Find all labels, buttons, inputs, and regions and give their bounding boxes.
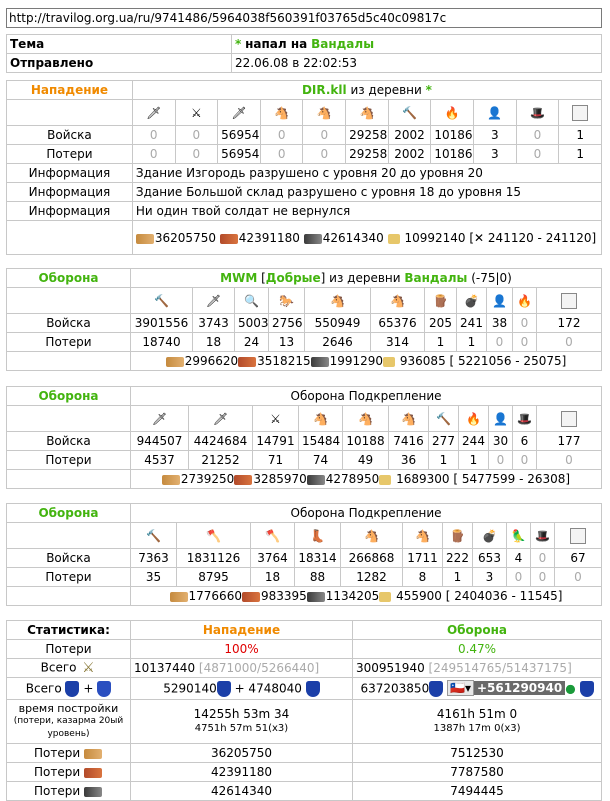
table-cell: 0.47%	[353, 640, 602, 659]
table-cell: Потери	[7, 333, 131, 352]
text	[84, 768, 102, 778]
table-cell: 266868	[341, 549, 403, 568]
table-cell	[131, 678, 353, 700]
table-cell	[131, 700, 353, 744]
table-cell	[7, 523, 131, 549]
text: 14255h 53m 34	[193, 707, 290, 721]
table-cell: Войска	[7, 549, 131, 568]
table-cell	[131, 587, 602, 606]
table-cell: 1	[457, 333, 487, 352]
ram-icon: 🔨	[388, 100, 431, 126]
text: +	[83, 681, 94, 695]
table-cell: 🐴	[389, 406, 429, 432]
info-text: Здание Изгородь разрушено с уровня 20 до уровня 20	[132, 164, 601, 183]
hero-icon	[561, 293, 577, 309]
text: (потери, казарма 20ый уровень)	[13, 716, 124, 739]
table-cell: 1	[443, 568, 473, 587]
table-cell: 21252	[189, 451, 253, 470]
table-cell: 0	[507, 568, 531, 587]
unit-icon: 🐴	[260, 100, 303, 126]
sent-value: 22.06.08 в 22:02:53	[232, 54, 602, 73]
table-cell: 18	[193, 333, 235, 352]
table-cell: Оборона	[7, 387, 131, 406]
table-cell: 14791	[253, 432, 299, 451]
table-cell: 7512530	[353, 744, 602, 763]
table-cell: 56954	[218, 145, 261, 164]
text: 10137440	[134, 661, 196, 675]
table-cell	[7, 406, 131, 432]
table-cell: 🔨	[131, 288, 193, 314]
table-cell: 🐴	[341, 523, 403, 549]
defender-table-2	[6, 386, 602, 489]
text: [4871000/5266440]	[198, 661, 320, 675]
text: +561290940	[474, 681, 565, 695]
table-cell: 38	[487, 314, 513, 333]
table-cell: 8795	[177, 568, 251, 587]
text: из деревни	[350, 83, 422, 97]
table-cell	[7, 782, 131, 801]
text: 4161h 51m 0	[436, 707, 518, 721]
table-cell: ⚔	[253, 406, 299, 432]
table-cell: 0	[513, 314, 537, 333]
settler-icon: 🎩	[516, 100, 559, 126]
table-cell: 13	[269, 333, 305, 352]
table-cell: Войска	[7, 432, 131, 451]
table-cell: 🐴	[371, 288, 425, 314]
table-cell: 🔨	[429, 406, 459, 432]
table-cell: 2002	[388, 145, 431, 164]
table-cell: 205	[425, 314, 457, 333]
address-bar[interactable]: http://travilog.org.ua/ru/9741486/5964038f560391f03765d5c40c09817c	[6, 8, 602, 28]
table-cell: 0	[132, 126, 175, 145]
table-cell: 3743	[193, 314, 235, 333]
table-cell: 100%	[131, 640, 353, 659]
table-cell: 🗡	[193, 288, 235, 314]
table-cell: 6	[513, 432, 537, 451]
text: [ 5477599 - 26308]	[453, 472, 571, 486]
wood-icon	[136, 234, 154, 244]
table-cell: 0	[260, 126, 303, 145]
table-cell	[537, 288, 602, 314]
table-cell	[7, 352, 131, 371]
text	[379, 475, 391, 485]
table-cell: 1	[425, 333, 457, 352]
table-cell: 2002	[388, 126, 431, 145]
table-cell: 550949	[305, 314, 371, 333]
statistics-table	[6, 620, 602, 801]
text: 42391180	[238, 231, 300, 245]
table-cell: 🎩	[531, 523, 555, 549]
table-cell: 🐴	[299, 406, 343, 432]
table-cell	[7, 678, 131, 700]
iron-icon	[304, 234, 322, 244]
table-cell: Оборона Подкрепление	[131, 387, 602, 406]
table-cell: 30	[489, 432, 513, 451]
table-cell	[7, 100, 133, 126]
table-cell: 3901556	[131, 314, 193, 333]
text	[383, 357, 395, 367]
catapult-icon: 🔥	[431, 100, 474, 126]
text	[242, 592, 260, 602]
attacker-table	[6, 80, 602, 255]
text: Потери	[34, 784, 81, 798]
info-label: Информация	[7, 183, 133, 202]
table-cell	[353, 659, 602, 678]
info-label: Информация	[7, 202, 133, 221]
table-cell: 0	[175, 145, 218, 164]
table-cell: 0	[132, 145, 175, 164]
table-cell: 0	[516, 126, 559, 145]
table-cell: 222	[443, 549, 473, 568]
table-cell: 0	[513, 333, 537, 352]
text: 2739250	[180, 472, 235, 486]
table-cell: 241	[457, 314, 487, 333]
table-cell: 7494445	[353, 782, 602, 801]
table-cell: 1	[459, 451, 489, 470]
table-cell	[7, 763, 131, 782]
table-cell: 🦜	[507, 523, 531, 549]
shield-icon	[97, 681, 111, 697]
text: 1134205	[325, 589, 380, 603]
table-cell: 15484	[299, 432, 343, 451]
text	[217, 681, 231, 697]
attacker-role: Нападение	[7, 81, 133, 100]
table-cell: 🐎	[269, 288, 305, 314]
text	[166, 357, 184, 367]
table-cell: 71	[253, 451, 299, 470]
hero-icon	[559, 100, 602, 126]
clay-icon	[220, 234, 238, 244]
table-cell	[131, 659, 353, 678]
table-cell: 314	[371, 333, 425, 352]
table-cell	[7, 659, 131, 678]
table-cell: 0	[175, 126, 218, 145]
table-cell: 🐴	[305, 288, 371, 314]
shield-icon	[65, 681, 79, 697]
table-cell: 36205750	[131, 744, 353, 763]
table-cell: 244	[459, 432, 489, 451]
table-cell: 3	[473, 568, 507, 587]
table-cell: 0	[489, 451, 513, 470]
unit-icon: 🗡	[218, 100, 261, 126]
table-cell: 35	[131, 568, 177, 587]
text	[84, 749, 102, 759]
table-cell: 🪓	[251, 523, 295, 549]
text	[306, 681, 320, 697]
table-cell: 👢	[295, 523, 341, 549]
stats-title: Статистика:	[7, 621, 131, 640]
text: 936085	[399, 354, 446, 368]
text: время постройки	[18, 702, 119, 715]
table-cell: 👤	[489, 406, 513, 432]
chief-icon: 👤	[474, 100, 517, 126]
text: 241120 - 241120]	[487, 231, 597, 245]
defender-header: MWM [Добрые] из деревни Вандалы (-75|0)	[131, 269, 602, 288]
text: 4278950	[325, 472, 380, 486]
table-cell: 18314	[295, 549, 341, 568]
text	[580, 681, 594, 697]
table-cell: 1831126	[177, 549, 251, 568]
text: 1991290	[329, 354, 384, 368]
text: 1776660	[188, 589, 242, 603]
table-cell: 1711	[403, 549, 443, 568]
losses-label: Потери	[7, 145, 133, 164]
info-label: Информация	[7, 164, 133, 183]
table-cell	[353, 700, 602, 744]
text: [	[469, 231, 475, 245]
table-cell: 10186	[431, 126, 474, 145]
table-cell: 👤	[487, 288, 513, 314]
table-cell: 0	[537, 451, 602, 470]
table-cell: Оборона	[7, 504, 131, 523]
text: 36205750	[154, 231, 216, 245]
table-cell: 🪓	[177, 523, 251, 549]
table-cell: 8	[403, 568, 443, 587]
flag-dropdown[interactable]: 🇨🇱▾	[447, 680, 474, 696]
village-link[interactable]: Вандалы	[404, 271, 468, 285]
table-cell: 🐴	[403, 523, 443, 549]
defender-player-link[interactable]: MWM	[220, 271, 258, 285]
info-text: Здание Большой склад разрушено с уровня 18 до уровня 15	[132, 183, 601, 202]
text: (-75|0)	[471, 271, 512, 285]
sent-label: Отправлено	[7, 54, 232, 73]
table-cell: 🪵	[443, 523, 473, 549]
table-cell	[7, 221, 133, 255]
defender-table-3	[6, 503, 602, 606]
table-cell	[537, 406, 602, 432]
text	[234, 475, 252, 485]
table-cell	[353, 678, 602, 700]
table-cell: 172	[537, 314, 602, 333]
table-cell: 🔥	[513, 288, 537, 314]
text: 3518215	[257, 354, 311, 368]
table-cell: 3	[474, 126, 517, 145]
table-cell: 🔨	[131, 523, 177, 549]
table-cell: 🗡	[189, 406, 253, 432]
text	[379, 592, 391, 602]
table-cell: 🪵	[425, 288, 457, 314]
text: 42614340	[322, 231, 384, 245]
table-cell: 0	[516, 145, 559, 164]
table-cell: 74	[299, 451, 343, 470]
table-cell: 🎩	[513, 406, 537, 432]
text	[561, 411, 577, 427]
text: 5290140	[163, 681, 217, 695]
carry-icon: ✕	[474, 231, 485, 245]
text: из деревни	[329, 271, 401, 285]
text: *	[235, 37, 242, 51]
text: Потери	[34, 746, 81, 760]
table-cell	[7, 587, 131, 606]
table-cell: 3764	[251, 549, 295, 568]
troops-label: Войска	[7, 126, 133, 145]
table-cell: Войска	[7, 314, 131, 333]
table-cell: 0	[531, 549, 555, 568]
table-cell: 🔍	[235, 288, 269, 314]
table-cell: 1	[559, 126, 602, 145]
table-cell: 1	[429, 451, 459, 470]
table-cell: Потери	[7, 451, 131, 470]
table-cell: 0	[260, 145, 303, 164]
table-cell: 4424684	[189, 432, 253, 451]
table-cell: 36	[389, 451, 429, 470]
table-cell: 18740	[131, 333, 193, 352]
unit-icon: 🐴	[346, 100, 389, 126]
table-cell: 1282	[341, 568, 403, 587]
topic-label: Тема	[7, 35, 232, 54]
table-cell: 49	[343, 451, 389, 470]
text	[429, 681, 443, 697]
text	[307, 592, 325, 602]
table-cell: 4	[507, 549, 531, 568]
table-cell: 0	[555, 568, 602, 587]
attacker-player-link[interactable]: DIR.kll	[301, 83, 347, 97]
text: [ 2404036 - 11545]	[445, 589, 563, 603]
swords-icon: ⚔	[82, 660, 95, 676]
text	[170, 592, 188, 602]
table-cell: 4537	[131, 451, 189, 470]
text: 455900	[396, 589, 442, 603]
unit-icon: 🐴	[303, 100, 346, 126]
table-cell: 💣	[473, 523, 507, 549]
text: 1387h 17m 0(x3)	[433, 723, 521, 734]
table-cell	[131, 470, 602, 489]
text	[238, 357, 256, 367]
table-cell: 18	[251, 568, 295, 587]
table-cell: 0	[303, 126, 346, 145]
table-cell	[555, 523, 602, 549]
table-cell: 653	[473, 549, 507, 568]
crop-icon	[388, 234, 400, 244]
table-cell: 5003	[235, 314, 269, 333]
table-cell: 3	[474, 145, 517, 164]
table-cell: 1	[559, 145, 602, 164]
text	[311, 357, 329, 367]
text: 4751h 57m 51(x3)	[194, 723, 289, 734]
table-cell: 2756	[269, 314, 305, 333]
table-cell	[7, 744, 131, 763]
table-cell: 277	[429, 432, 459, 451]
text: 637203850	[360, 681, 430, 695]
unit-icon: ⚔	[175, 100, 218, 126]
table-cell: 0	[303, 145, 346, 164]
text: *	[425, 83, 432, 97]
attacker-header	[132, 81, 601, 100]
table-cell: Нападение	[131, 621, 353, 640]
text: Потери	[34, 765, 81, 779]
table-cell: 7363	[131, 549, 177, 568]
table-cell: 10186	[431, 145, 474, 164]
table-cell: 29258	[346, 126, 389, 145]
table-cell	[7, 700, 131, 744]
bounty-row	[131, 352, 602, 371]
text: 300951940	[356, 661, 425, 675]
table-cell: 7416	[389, 432, 429, 451]
table-cell: 7787580	[353, 763, 602, 782]
topic-value: * напал на Вандалы	[232, 35, 602, 54]
table-cell: 🐴	[343, 406, 389, 432]
table-cell: 0	[537, 333, 602, 352]
table-cell: 💣	[457, 288, 487, 314]
table-cell: 29258	[346, 145, 389, 164]
defender-role: Оборона	[7, 269, 131, 288]
text: Всего	[25, 681, 62, 695]
text	[572, 105, 588, 121]
table-cell	[7, 288, 131, 314]
text: 983395	[260, 589, 307, 603]
text: 10992140	[404, 231, 466, 245]
defender-table-1	[6, 268, 602, 371]
table-cell: 2646	[305, 333, 371, 352]
table-cell: 42614340	[131, 782, 353, 801]
table-cell	[7, 470, 131, 489]
table-cell: 944507	[131, 432, 189, 451]
text: 2996620	[184, 354, 239, 368]
unit-icon: 🗡	[132, 100, 175, 126]
table-cell: Потери	[7, 568, 131, 587]
table-cell: 42391180	[131, 763, 353, 782]
table-cell: Оборона	[353, 621, 602, 640]
table-cell: 24	[235, 333, 269, 352]
text: 1689300	[396, 472, 450, 486]
phone-icon: ●	[565, 681, 576, 695]
text: Всего	[40, 660, 77, 675]
table-cell: 10188	[343, 432, 389, 451]
text	[570, 528, 586, 544]
table-cell: 0	[487, 333, 513, 352]
table-cell: 67	[555, 549, 602, 568]
table-cell: Оборона Подкрепление	[131, 504, 602, 523]
text	[162, 475, 180, 485]
table-cell: 88	[295, 568, 341, 587]
table-cell: 🔥	[459, 406, 489, 432]
info-text: Ни один твой солдат не вернулся	[132, 202, 601, 221]
text: + 4748040	[234, 681, 302, 695]
text	[307, 475, 325, 485]
table-cell: 0	[513, 451, 537, 470]
table-cell: 177	[537, 432, 602, 451]
table-cell: 65376	[371, 314, 425, 333]
table-cell: 0	[531, 568, 555, 587]
table-cell: Потери	[7, 640, 131, 659]
bounty-row	[132, 221, 601, 255]
text: [249514765/51437175]	[428, 661, 572, 675]
text	[84, 787, 102, 797]
table-cell: 56954	[218, 126, 261, 145]
table-cell: 🗡	[131, 406, 189, 432]
text: Вандалы	[311, 37, 375, 51]
report-header	[6, 34, 602, 73]
text: [ 5221056 - 25075]	[449, 354, 567, 368]
alliance-link[interactable]: Добрые	[265, 271, 321, 285]
text: 3285970	[253, 472, 307, 486]
